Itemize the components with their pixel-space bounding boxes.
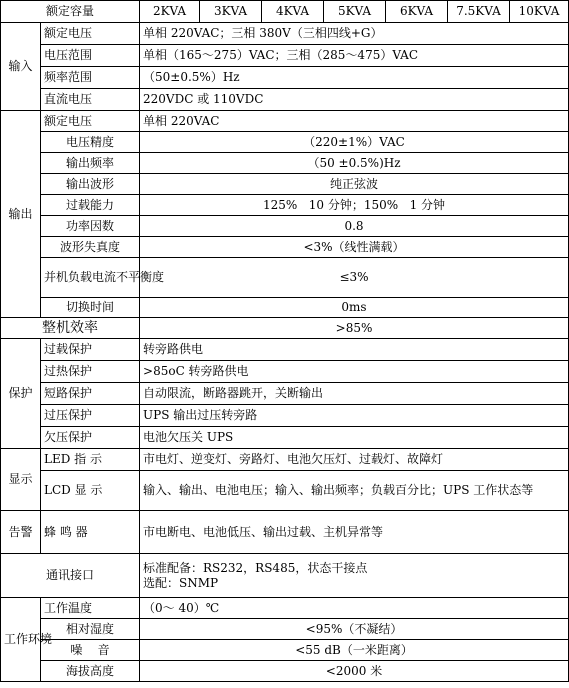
row-label: 过压保护 xyxy=(41,405,140,427)
row-value: 自动限流，断路器跳开，关断输出 xyxy=(140,383,569,405)
row-value: 电池欠压关 UPS xyxy=(140,427,569,449)
row-value: 输入、输出、电池电压；输入、输出频率；负载百分比；UPS 工作状态等 xyxy=(140,471,569,511)
table-row xyxy=(1,67,569,89)
row-value: 市电灯、逆变灯、旁路灯、电池欠压灯、过载灯、故障灯 xyxy=(140,449,569,471)
efficiency-value: >85% xyxy=(140,318,569,339)
table-row xyxy=(1,471,569,511)
capacity-label: 额定容量 xyxy=(1,1,140,23)
row-value: <2000 米 xyxy=(140,661,569,682)
table-row xyxy=(1,598,569,619)
row-value: 单相（165～275）VAC；三相（285～475）VAC xyxy=(140,45,569,67)
table-row xyxy=(1,298,569,318)
efficiency-label: 整机效率 xyxy=(1,318,140,339)
table-row xyxy=(1,153,569,174)
row-label: 工作温度 xyxy=(41,598,140,619)
row-label: 并机负载电流不平衡度 xyxy=(41,258,140,298)
model-7-5kva: 7.5KVA xyxy=(448,1,510,23)
row-value: <95%（不凝结） xyxy=(140,619,569,640)
row-value: 0.8 xyxy=(140,216,569,237)
table-row xyxy=(1,339,569,361)
table-row xyxy=(1,449,569,471)
table-row xyxy=(1,427,569,449)
row-value: UPS 输出过压转旁路 xyxy=(140,405,569,427)
table-row xyxy=(1,216,569,237)
table-row xyxy=(1,23,569,45)
row-label: 过载保护 xyxy=(41,339,140,361)
row-value: （50±0.5%）Hz xyxy=(140,67,569,89)
row-label: LED 指 示 xyxy=(41,449,140,471)
row-label: 切换时间 xyxy=(41,298,140,318)
environment-group-label: 工作环境 xyxy=(1,598,41,682)
table-row xyxy=(1,383,569,405)
table-row xyxy=(1,511,569,554)
row-label: 额定电压 xyxy=(41,23,140,45)
input-group-label: 输入 xyxy=(1,23,41,111)
row-label: 额定电压 xyxy=(41,111,140,132)
row-value: <3%（线性满载） xyxy=(140,237,569,258)
row-label: 输出波形 xyxy=(41,174,140,195)
table-row xyxy=(1,111,569,132)
row-label: 直流电压 xyxy=(41,89,140,111)
table-row xyxy=(1,89,569,111)
row-label: 相对湿度 xyxy=(41,619,140,640)
row-label: 海拔高度 xyxy=(41,661,140,682)
alarm-group-label: 告警 xyxy=(1,511,41,554)
protection-group-label: 保护 xyxy=(1,339,41,449)
table-row xyxy=(1,661,569,682)
table-row xyxy=(1,132,569,153)
display-group-label: 显示 xyxy=(1,449,41,511)
comm-value xyxy=(140,554,569,598)
row-label: 欠压保护 xyxy=(41,427,140,449)
row-value: 转旁路供电 xyxy=(140,339,569,361)
model-5kva: 5KVA xyxy=(324,1,386,23)
table-row xyxy=(1,45,569,67)
row-label: LCD 显 示 xyxy=(41,471,140,511)
model-4kva: 4KVA xyxy=(262,1,324,23)
row-label: 电压精度 xyxy=(41,132,140,153)
comm-line-standard: 标准配备：RS232，RS485，状态干接点 xyxy=(143,560,368,575)
model-10kva: 10KVA xyxy=(510,1,569,23)
output-group-label: 输出 xyxy=(1,111,41,318)
table-row xyxy=(1,258,569,298)
row-label: 噪 音 xyxy=(41,640,140,661)
row-value: <55 dB（一米距离） xyxy=(140,640,569,661)
row-value: 市电断电、电池低压、输出过载、主机异常等 xyxy=(140,511,569,554)
table-row xyxy=(1,195,569,216)
row-label: 波形失真度 xyxy=(41,237,140,258)
table-row xyxy=(1,318,569,339)
model-2kva: 2KVA xyxy=(140,1,200,23)
row-label: 功率因数 xyxy=(41,216,140,237)
table-row xyxy=(1,174,569,195)
row-value: 纯正弦波 xyxy=(140,174,569,195)
row-value: 单相 220VAC；三相 380V（三相四线+G） xyxy=(140,23,569,45)
row-value: （50 ±0.5%)Hz xyxy=(140,153,569,174)
row-value: （220±1%）VAC xyxy=(140,132,569,153)
table-row xyxy=(1,619,569,640)
row-label: 频率范围 xyxy=(41,67,140,89)
table-row xyxy=(1,361,569,383)
comm-line-optional: 选配：SNMP xyxy=(143,575,219,590)
model-6kva: 6KVA xyxy=(386,1,448,23)
row-label: 蜂 鸣 器 xyxy=(41,511,140,554)
row-value: 220VDC 或 110VDC xyxy=(140,89,569,111)
row-label: 过载能力 xyxy=(41,195,140,216)
row-label: 输出频率 xyxy=(41,153,140,174)
row-value: 0ms xyxy=(140,298,569,318)
model-3kva: 3KVA xyxy=(200,1,262,23)
row-label: 电压范围 xyxy=(41,45,140,67)
table-row xyxy=(1,405,569,427)
row-value: （0～ 40）℃ xyxy=(140,598,569,619)
row-label: 过热保护 xyxy=(41,361,140,383)
table-row xyxy=(1,237,569,258)
row-label: 短路保护 xyxy=(41,383,140,405)
row-value: 125% 10 分钟；150% 1 分钟 xyxy=(140,195,569,216)
row-value: >85oC 转旁路供电 xyxy=(140,361,569,383)
row-value: ≤3% xyxy=(140,258,569,298)
row-value: 单相 220VAC xyxy=(140,111,569,132)
table-row xyxy=(1,640,569,661)
table-row xyxy=(1,554,569,598)
header-row xyxy=(1,1,569,23)
comm-label: 通讯接口 xyxy=(1,554,140,598)
